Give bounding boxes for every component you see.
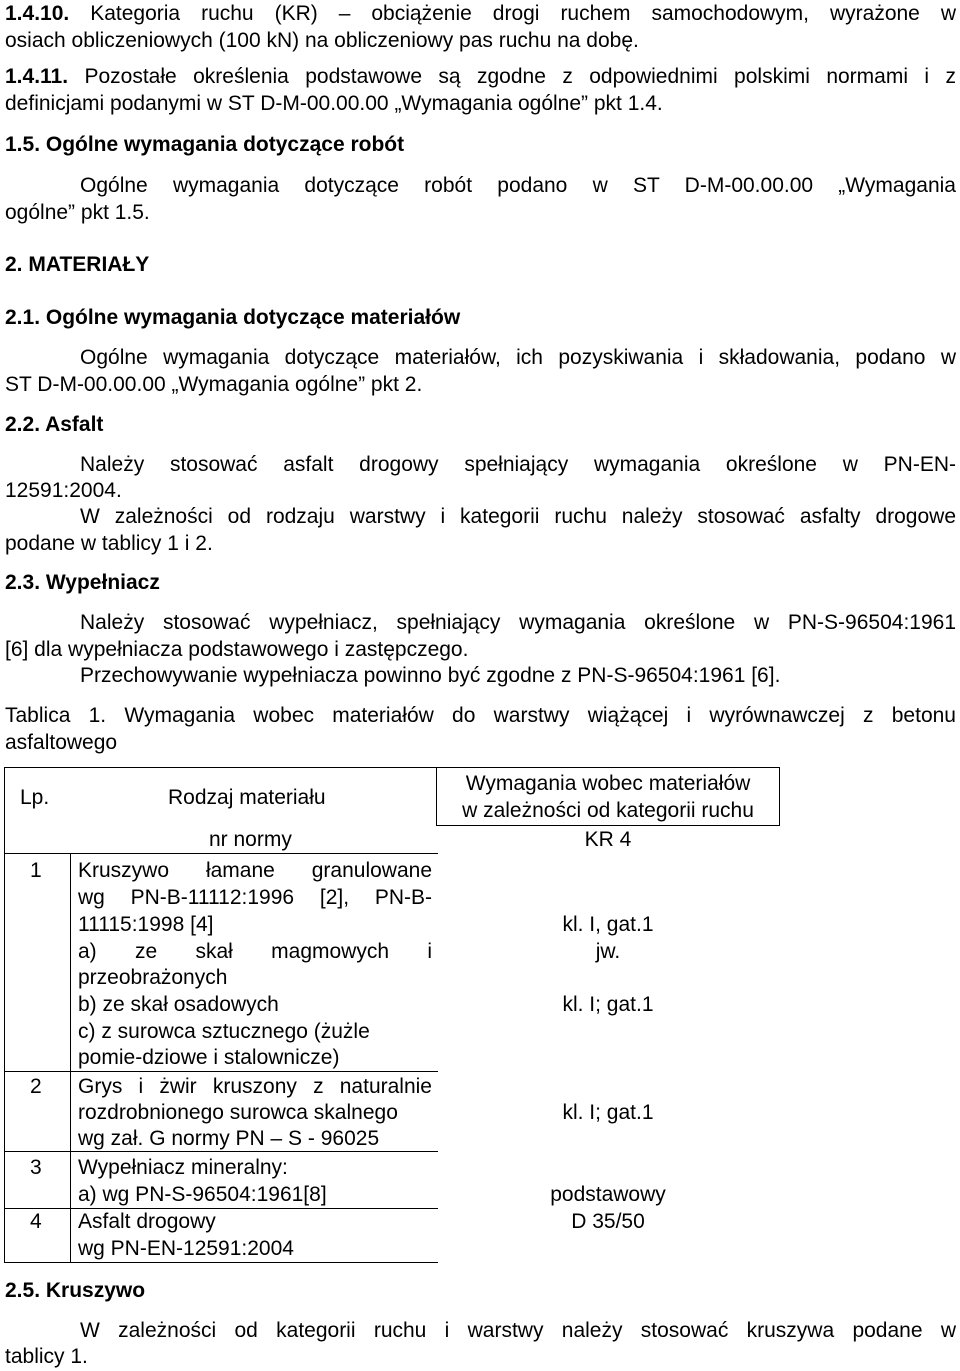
heading-2-2: 2.2. Asfalt <box>5 413 104 436</box>
table-row-divider <box>4 1071 438 1072</box>
paragraph-1-4-10: 1.4.10. Kategoria ruchu (KR) – obciążenie drogi ruchem samochodowym, wyrażone w <box>5 2 956 25</box>
row-material-line: rozdrobnionego surowca skalnego <box>78 1101 398 1124</box>
paragraph-1-4-11-cont: definicjami podanymi w ST D-M-00.00.00 „Wymagania ogólne” pkt 1.4. <box>5 92 663 115</box>
paragraph-2-5: W zależności od kategorii ruchu i warstwy należy stosować kruszywa podane w <box>80 1319 956 1342</box>
row-material-line: przeobrażonych <box>78 966 228 989</box>
row-material-line: pomie-dziowe i stalownicze) <box>78 1046 340 1069</box>
row-lp: 1 <box>30 859 42 882</box>
paragraph-2-1-cont: ST D-M-00.00.00 „Wymagania ogólne” pkt 2. <box>5 373 423 396</box>
row-material-line: wg PN-B-11112:1996 [2], PN-B- <box>78 886 432 909</box>
heading-2-5: 2.5. Kruszywo <box>5 1279 146 1302</box>
paragraph-2-3-a-cont: [6] dla wypełniacza podstawowego i zastępczego. <box>5 638 469 661</box>
header-requirements: Wymagania wobec materiałów <box>465 772 751 795</box>
row-material-line: wg PN-EN-12591:2004 <box>78 1237 294 1260</box>
row-value: kl. I; gat.1 <box>562 1101 654 1124</box>
row-material-line: Wypełniacz mineralny: <box>78 1156 288 1179</box>
row-lp: 4 <box>30 1210 42 1233</box>
table-caption: Tablica 1. Wymagania wobec materiałów do warstwy wiążącej i wyrównawczej z betonu <box>5 704 956 727</box>
header-norm: nr normy <box>209 828 292 851</box>
paragraph-2-2-a: Należy stosować asfalt drogowy spełniający wymagania określone w PN-EN- <box>80 453 956 476</box>
row-material-line: Kruszywo łamane granulowane <box>78 859 432 882</box>
row-value: podstawowy <box>550 1183 666 1206</box>
paragraph-2-2-b-cont: podane w tablicy 1 i 2. <box>5 532 213 555</box>
row-material-line: a) ze skał magmowych i <box>78 940 432 963</box>
heading-1-5: 1.5. Ogólne wymagania dotyczące robót <box>5 133 405 156</box>
heading-2: 2. MATERIAŁY <box>5 253 150 276</box>
paragraph-2-2-a-cont: 12591:2004. <box>5 479 122 502</box>
paragraph-2-5-cont: tablicy 1. <box>5 1345 88 1368</box>
row-material-line: Grys i żwir kruszony z naturalnie <box>78 1075 432 1098</box>
row-material-line: b) ze skał osadowych <box>78 993 279 1016</box>
header-kr: KR 4 <box>584 828 632 851</box>
paragraph-1-5: Ogólne wymagania dotyczące robót podano w ST D-M-00.00.00 „Wymagania <box>80 174 956 197</box>
row-material-line: wg zał. G normy PN – S - 96025 <box>78 1127 380 1150</box>
table-caption-cont: asfaltowego <box>5 731 118 754</box>
paragraph-1-4-10-cont: osiach obliczeniowych (100 kN) na obliczeniowy pas ruchu na dobę. <box>5 29 639 52</box>
row-material-line: a) wg PN-S-96504:1961[8] <box>78 1183 327 1206</box>
row-value: D 35/50 <box>571 1210 645 1233</box>
paragraph-2-3-a: Należy stosować wypełniacz, spełniający wymagania określone w PN-S-96504:1961 <box>80 611 956 634</box>
section-number: 1.4.10. <box>5 2 70 25</box>
header-requirements-cont: w zależności od kategorii ruchu <box>462 799 754 822</box>
paragraph-1-4-11: 1.4.11. Pozostałe określenia podstawowe są zgodne z odpowiednimi polskimi normami i z <box>5 65 956 88</box>
row-value: kl. I, gat.1 <box>562 913 654 936</box>
heading-2-1: 2.1. Ogólne wymagania dotyczące materiałów <box>5 306 461 329</box>
row-lp: 2 <box>30 1075 42 1098</box>
row-value: kl. I; gat.1 <box>562 993 654 1016</box>
row-material-line: c) z surowca sztucznego (żużle <box>78 1020 370 1043</box>
header-lp: Lp. <box>20 786 50 809</box>
table-lp-divider <box>70 853 71 1263</box>
paragraph-2-1: Ogólne wymagania dotyczące materiałów, ich pozyskiwania i składowania, podano w <box>80 346 956 369</box>
table-bottom-border <box>4 1262 438 1263</box>
row-material-line: Asfalt drogowy <box>78 1210 216 1233</box>
paragraph-1-5-cont: ogólne” pkt 1.5. <box>5 201 150 224</box>
paragraph-2-3-b: Przechowywanie wypełniacza powinno być zgodne z PN-S-96504:1961 [6]. <box>80 664 781 687</box>
heading-2-3: 2.3. Wypełniacz <box>5 571 160 594</box>
table-row-divider <box>4 1208 438 1209</box>
table-top-border <box>4 767 780 768</box>
row-value: jw. <box>595 940 621 963</box>
row-lp: 3 <box>30 1156 42 1179</box>
table-left-border <box>4 767 5 1262</box>
header-material: Rodzaj materiału <box>168 786 326 809</box>
paragraph-2-2-b: W zależności od rodzaju warstwy i kategorii ruchu należy stosować asfalty drogowe <box>80 505 956 528</box>
row-material-line: 11115:1998 [4] <box>78 913 214 936</box>
section-number: 1.4.11. <box>5 65 69 88</box>
